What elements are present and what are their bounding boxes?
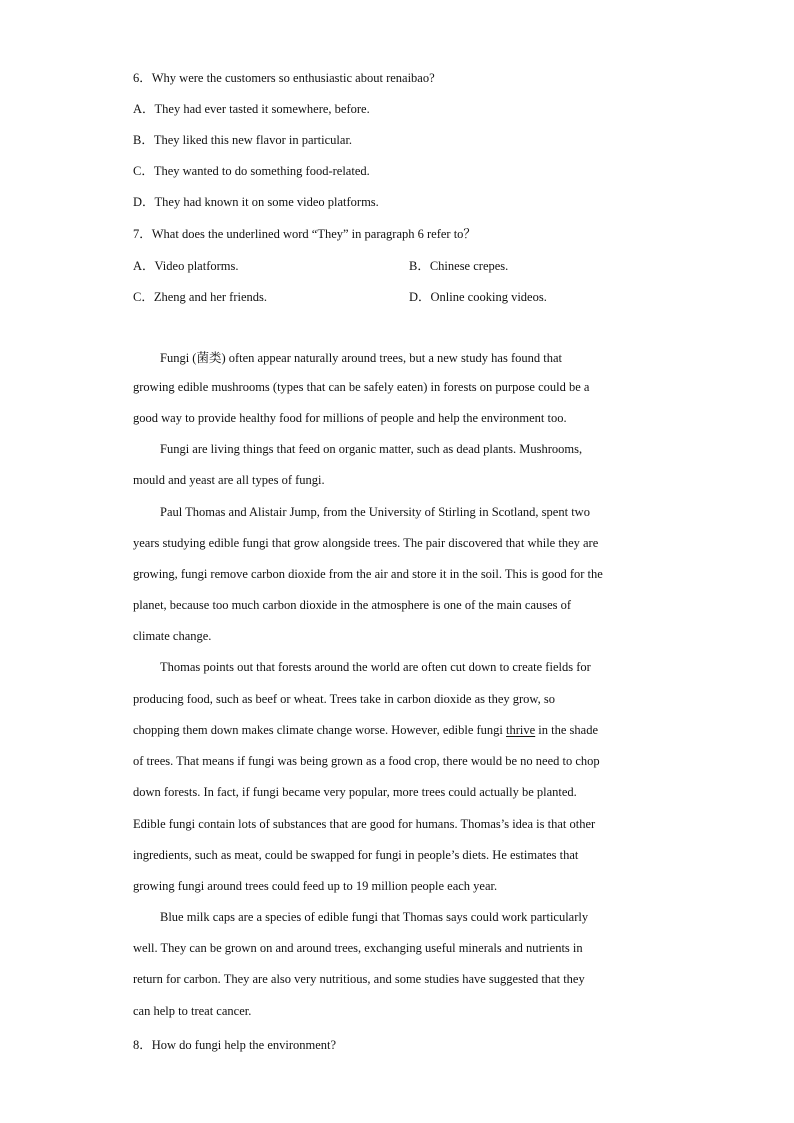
passage-p2-line: Fungi are living things that feed on organic matter, such as dead plants. Mushrooms, — [160, 442, 583, 456]
passage-p4-line — [133, 723, 598, 738]
passage-p5-line: return for carbon. They are also very nutritious, and some studies have suggested that they — [133, 972, 585, 986]
passage-p4-line: Thomas points out that forests around the world are often cut down to create fields for — [160, 660, 591, 674]
q6-option-c[interactable]: C．They wanted to do something food-related. — [133, 164, 370, 178]
q7-question: 7．What does the underlined word “They” in paragraph 6 refer to？ — [133, 227, 476, 241]
passage-p5-line: can help to treat cancer. — [133, 1004, 252, 1018]
underlined-word-thrive: thrive — [506, 723, 536, 737]
passage-p3-line: years studying edible fungi that grow alongside trees. The pair discovered that while they are — [133, 536, 599, 550]
passage-p4-text: chopping them down makes climate change worse. However, edible fungi — [133, 723, 506, 737]
passage-p4-line: of trees. That means if fungi was being grown as a food crop, there would be no need to chop — [133, 754, 600, 768]
q7-option-c[interactable]: C．Zheng and her friends. — [133, 290, 267, 304]
passage-p3-line: growing, fungi remove carbon dioxide from the air and store it in the soil. This is good for the — [133, 567, 603, 581]
q7-option-d[interactable]: D．Online cooking videos. — [409, 290, 547, 304]
passage-p4-text: in the shade — [535, 723, 599, 737]
passage-p2-line: mould and yeast are all types of fungi. — [133, 473, 325, 487]
q6-option-d[interactable]: D．They had known it on some video platforms. — [133, 195, 379, 209]
passage-p4-line: Edible fungi contain lots of substances that are good for humans. Thomas’s idea is that other — [133, 817, 596, 831]
q6-option-a[interactable]: A．They had ever tasted it somewhere, before. — [133, 102, 370, 116]
passage-p4-line: down forests. In fact, if fungi became very popular, more trees could actually be planted. — [133, 785, 577, 799]
passage-p1-line: Fungi (菌类) often appear naturally around trees, but a new study has found that — [160, 351, 562, 365]
q7-option-a[interactable]: A．Video platforms. — [133, 259, 239, 273]
passage-p3-line: climate change. — [133, 629, 212, 643]
q7-option-b[interactable]: B．Chinese crepes. — [409, 259, 509, 273]
passage-p1-line: growing edible mushrooms (types that can be safely eaten) in forests on purpose could be a — [133, 380, 590, 394]
q6-question: 6．Why were the customers so enthusiastic about renaibao? — [133, 71, 435, 85]
passage-p3-line: planet, because too much carbon dioxide in the atmosphere is one of the main causes of — [133, 598, 572, 612]
passage-p5-line: Blue milk caps are a species of edible fungi that Thomas says could work particularly — [160, 910, 589, 924]
passage-p4-line: growing fungi around trees could feed up to 19 million people each year. — [133, 879, 498, 893]
passage-p4-line: ingredients, such as meat, could be swapped for fungi in people’s diets. He estimates that — [133, 848, 579, 862]
passage-p3-line: Paul Thomas and Alistair Jump, from the University of Stirling in Scotland, spent two — [160, 505, 590, 519]
q8-question: 8．How do fungi help the environment? — [133, 1038, 337, 1052]
passage-p5-line: well. They can be grown on and around trees, exchanging useful minerals and nutrients in — [133, 941, 583, 955]
q6-option-b[interactable]: B．They liked this new flavor in particular. — [133, 133, 353, 147]
passage-p1-line: good way to provide healthy food for millions of people and help the environment too. — [133, 411, 567, 425]
passage-p4-line: producing food, such as beef or wheat. Trees take in carbon dioxide as they grow, so — [133, 692, 556, 706]
